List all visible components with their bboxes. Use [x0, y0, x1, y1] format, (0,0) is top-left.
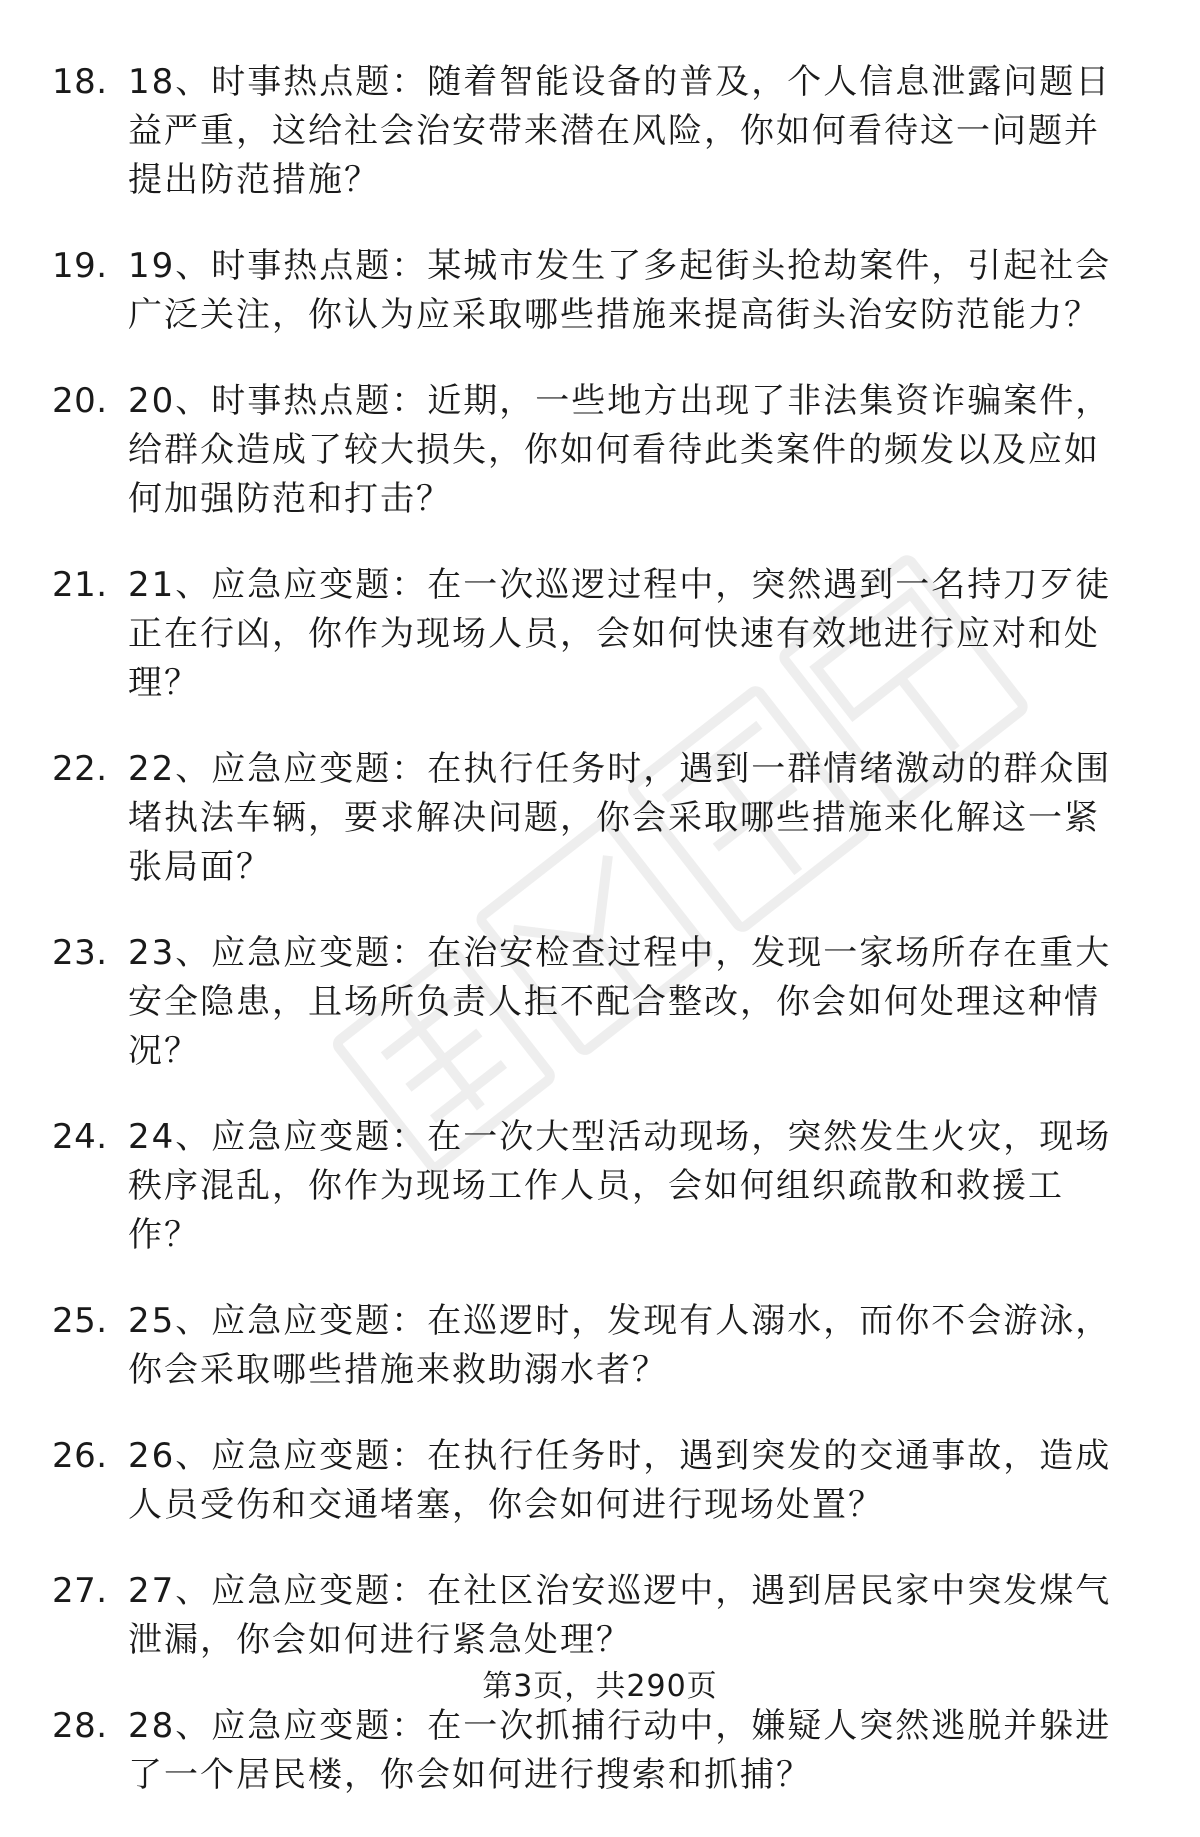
- question-number: 26.: [52, 1436, 108, 1476]
- question-text: 23、应急应变题：在治安检查过程中，发现一家场所存在重大安全隐患，且场所负责人拒不配合整改，你会如何处理这种情况？: [128, 933, 1112, 1071]
- question-text: 24、应急应变题：在一次大型活动现场，突然发生火灾，现场秩序混乱，你作为现场工作人员，会如何组织疏散和救援工作？: [128, 1117, 1112, 1255]
- list-item: [52, 1432, 1152, 1530]
- question-number: 23.: [52, 933, 108, 973]
- question-text: 27、应急应变题：在社区治安巡逻中，遇到居民家中突发煤气泄漏，你会如何进行紧急处理？: [128, 1571, 1112, 1660]
- question-text: 22、应急应变题：在执行任务时，遇到一群情绪激动的群众围堵执法车辆，要求解决问题，你会采取哪些措施来化解这一紧张局面？: [128, 749, 1112, 887]
- question-number: 27.: [52, 1571, 108, 1611]
- question-number: 25.: [52, 1301, 108, 1341]
- list-item: [52, 1113, 1152, 1260]
- question-text: 28、应急应变题：在一次抓捕行动中，嫌疑人突然逃脱并躲进了一个居民楼，你会如何进行搜索和抓捕？: [128, 1706, 1112, 1795]
- question-text: 25、应急应变题：在巡逻时，发现有人溺水，而你不会游泳，你会采取哪些措施来救助溺水者？: [128, 1301, 1112, 1390]
- list-item: [52, 242, 1152, 340]
- question-number: 20.: [52, 381, 108, 421]
- question-number: 18.: [52, 62, 108, 102]
- question-text: 21、应急应变题：在一次巡逻过程中，突然遇到一名持刀歹徒正在行凶，你作为现场人员，会如何快速有效地进行应对和处理？: [128, 565, 1112, 703]
- list-item: [52, 561, 1152, 708]
- list-item: [52, 745, 1152, 892]
- list-item: [52, 377, 1152, 524]
- list-item: [52, 1702, 1152, 1800]
- question-number: 21.: [52, 565, 108, 605]
- list-item: [52, 58, 1152, 205]
- list-item: [52, 1297, 1152, 1395]
- question-number: 22.: [52, 749, 108, 789]
- question-number: 24.: [52, 1117, 108, 1157]
- question-number: 28.: [52, 1706, 108, 1746]
- question-list: [52, 58, 1152, 1837]
- question-text: 20、时事热点题：近期，一些地方出现了非法集资诈骗案件，给群众造成了较大损失，你如何看待此类案件的频发以及应如何加强防范和打击？: [128, 381, 1112, 519]
- list-item: [52, 1567, 1152, 1665]
- question-text: 19、时事热点题：某城市发生了多起街头抢劫案件，引起社会广泛关注，你认为应采取哪些措施来提高街头治安防范能力？: [128, 246, 1112, 335]
- question-text: 26、应急应变题：在执行任务时，遇到突发的交通事故，造成人员受伤和交通堵塞，你会如何进行现场处置？: [128, 1436, 1112, 1525]
- question-text: 18、时事热点题：随着智能设备的普及，个人信息泄露问题日益严重，这给社会治安带来潜在风险，你如何看待这一问题并提出防范措施？: [128, 62, 1112, 200]
- list-item: [52, 929, 1152, 1076]
- question-number: 19.: [52, 246, 108, 286]
- page-footer: 第3页，共290页: [482, 1669, 718, 1704]
